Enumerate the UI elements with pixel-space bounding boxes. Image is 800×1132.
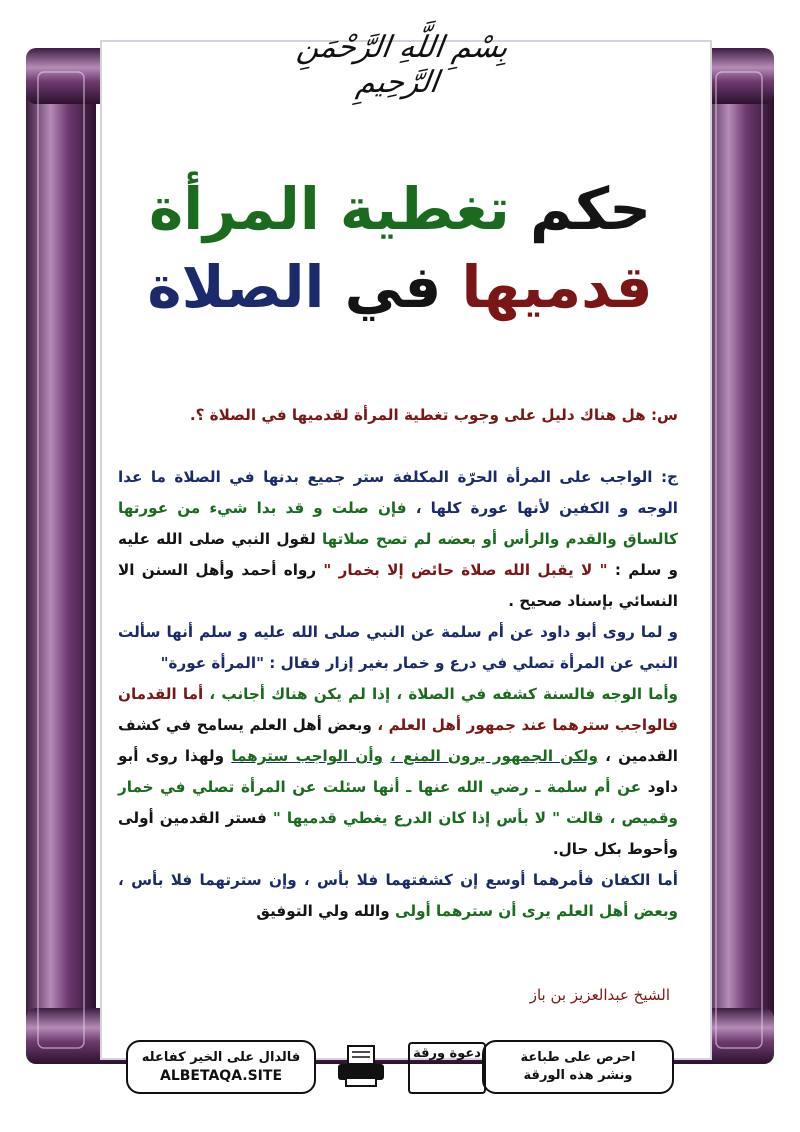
question-text: س: هل هناك دليل على وجوب تغطية المرأة لقدميها في الصلاة ؟. xyxy=(189,406,678,424)
title-word: قدميها xyxy=(461,253,653,321)
answer-segment: عن أم سلمة ـ رضي الله عنها ـ أنها سئلت عن المرأة تصلي في خمار وقميص ، قالت " لا بأس إذا كان الدرع يغطي قدميها " xyxy=(118,778,678,827)
answer-segment: والله ولي التوفيق xyxy=(256,902,390,920)
print-reminder-line-2: ونشر هذه الورقة xyxy=(523,1068,633,1083)
article-body xyxy=(118,400,678,927)
answer-segment: أما الكفان فأمرهما أوسع إن كشفتهما فلا بأس ، وإن سترتهما فلا بأس ، xyxy=(118,871,678,889)
title-word: تغطية xyxy=(339,175,510,243)
site-logo: دعوة ورقة xyxy=(408,1042,486,1094)
print-reminder-line-1: احرص على طباعة xyxy=(520,1050,636,1065)
hadith-quote: " لا يقبل الله صلاة حائض إلا بخمار " xyxy=(323,561,608,579)
basmala-calligraphy: بِسْمِ اللَّهِ الرَّحْمَنِ الرَّحِيمِ xyxy=(294,30,511,100)
title-line-1 xyxy=(110,170,690,248)
answer-paragraph-2 xyxy=(118,617,678,679)
answer-segment: سألت النبي عن المرأة تصلي في درع و خمار بغير إزار فقال : "المرأة عورة" xyxy=(118,623,678,672)
footer-bar xyxy=(126,1040,674,1096)
title-word: في xyxy=(344,253,442,321)
answer-segment: فإن صلت و قد بدا شيء من عورتها كالساق والقدم والرأس أو بعضه لم تصح صلاتها xyxy=(118,499,678,548)
title-word: الصلاة xyxy=(147,253,325,321)
answer-segment: فستر القدمين أولى وأحوط بكل حال. xyxy=(118,809,678,858)
print-reminder-box xyxy=(482,1040,674,1094)
answer-segment: ولهذا روى أبو داود xyxy=(118,747,678,796)
answer-segment: وبعض أهل العلم يسامح في كشف القدمين ، xyxy=(118,716,678,765)
title-word: حكم xyxy=(530,175,652,243)
answer-paragraph-1 xyxy=(118,462,678,617)
answer-segment: و لما روى أبو داود عن أم سلمة عن النبي صلى الله عليه و سلم أنها xyxy=(166,623,678,641)
author-signature: الشيخ عبدالعزيز بن باز xyxy=(529,986,670,1004)
answer-segment: وأما الوجه فالسنة كشفه في الصلاة ، إذا لم يكن هناك أجانب ، xyxy=(209,685,678,703)
answer-paragraph-3 xyxy=(118,679,678,865)
printer-icon xyxy=(322,1042,400,1090)
answer-segment: وبعض أهل العلم يرى أن سترهما أولى xyxy=(395,902,678,920)
answer-segment: ج: الواجب على المرأة الحرّة المكلفة ستر جميع بدنها في الصلاة ما عدا الوجه و الكفين لأنها عورة كلها ، xyxy=(118,468,678,517)
answer-segment: وأن الواجب سترهما xyxy=(231,747,383,765)
page-title xyxy=(110,170,690,326)
site-url[interactable]: ALBETAQA.SITE xyxy=(160,1068,283,1084)
site-motto: فالدال على الخير كفاعله xyxy=(141,1050,301,1065)
answer-paragraph-4 xyxy=(118,865,678,927)
title-line-2 xyxy=(110,248,690,326)
answer-segment: رواه أحمد وأهل السنن الا النسائي بإسناد صحيح . xyxy=(118,561,678,610)
answer-segment: لقول النبي صلى الله عليه و سلم : xyxy=(118,530,678,579)
title-word: المرأة xyxy=(148,175,320,243)
site-box xyxy=(126,1040,316,1094)
answer-segment: ولكن الجمهور يرون المنع ، xyxy=(390,747,598,765)
answer-segment: أما القدمان فالواجب سترهما عند جمهور أهل العلم ، xyxy=(118,685,678,734)
